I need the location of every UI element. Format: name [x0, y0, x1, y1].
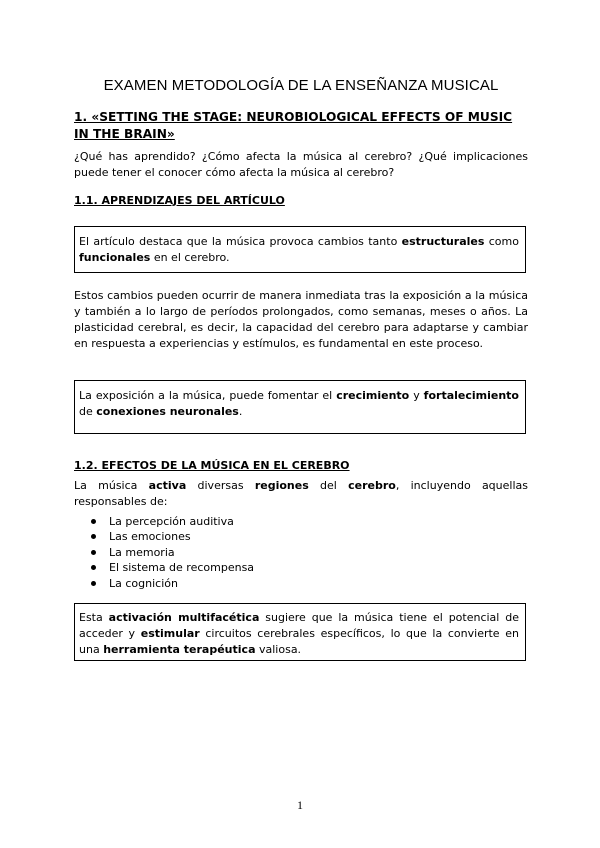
bold-therapeutic-tool: herramienta terapéutica	[103, 643, 256, 656]
section-1-2-heading: 1.2. EFECTOS DE LA MÚSICA EN EL CEREBRO	[74, 459, 350, 472]
section-1-heading	[74, 109, 528, 143]
brain-functions-list	[74, 514, 254, 591]
bold-stimulate: estimular	[140, 627, 200, 640]
section-1-heading-line2: IN THE BRAIN»	[74, 127, 175, 141]
bold-neural-connections: conexiones neuronales	[96, 405, 239, 418]
callout-box-connections: La exposición a la música, puede fomentar el crecimiento y fortalecimiento de conexiones neuronales.	[74, 380, 526, 434]
bold-multifaceted-activation: activación multifacética	[108, 611, 260, 624]
bold-regions: regiones	[254, 479, 309, 492]
bold-growth: crecimiento	[336, 389, 410, 402]
list-item: La memoria	[74, 545, 254, 560]
section-1-1-heading: 1.1. APRENDIZAJES DEL ARTÍCULO	[74, 194, 285, 207]
callout-box-therapeutic: Esta activación multifacética sugiere que la música tiene el potencial de acceder y estimular circuitos cerebrales específicos, lo que la convierte en una herramienta terapéutica valiosa.	[74, 603, 526, 661]
plasticity-paragraph: Estos cambios pueden ocurrir de manera inmediata tras la exposición a la música y también a lo largo de períodos prolongados, como semanas, meses o años. La plasticidad cerebral, es decir, la capacidad del cerebro para adaptarse y cambiar en respuesta a experiencias y estímulos, es fundamental en este proceso.	[74, 289, 528, 350]
list-item: La cognición	[74, 576, 254, 591]
bold-activates: activa	[148, 479, 187, 492]
bold-functional: funcionales	[79, 251, 151, 264]
section-1-2-intro: La música activa diversas regiones del cerebro, incluyendo aquellas responsables de:	[74, 479, 528, 508]
list-item: La percepción auditiva	[74, 514, 254, 529]
page-number: 1	[297, 798, 303, 812]
bold-brain: cerebro	[348, 479, 396, 492]
section-1-intro: ¿Qué has aprendido? ¿Cómo afecta la música al cerebro? ¿Qué implicaciones puede tener el conocer cómo afecta la música al cerebro?	[74, 150, 528, 179]
list-item: Las emociones	[74, 529, 254, 544]
callout-box-structural: El artículo destaca que la música provoca cambios tanto estructurales como funcionales en el cerebro.	[74, 226, 526, 273]
bold-strengthening: fortalecimiento	[423, 389, 519, 402]
section-1-heading-line1: 1. «SETTING THE STAGE: NEUROBIOLOGICAL EFFECTS OF MUSIC	[74, 110, 513, 124]
bold-structural: estructurales	[401, 235, 485, 248]
document-title: EXAMEN METODOLOGÍA DE LA ENSEÑANZA MUSICAL	[103, 77, 499, 94]
list-item: El sistema de recompensa	[74, 560, 254, 575]
